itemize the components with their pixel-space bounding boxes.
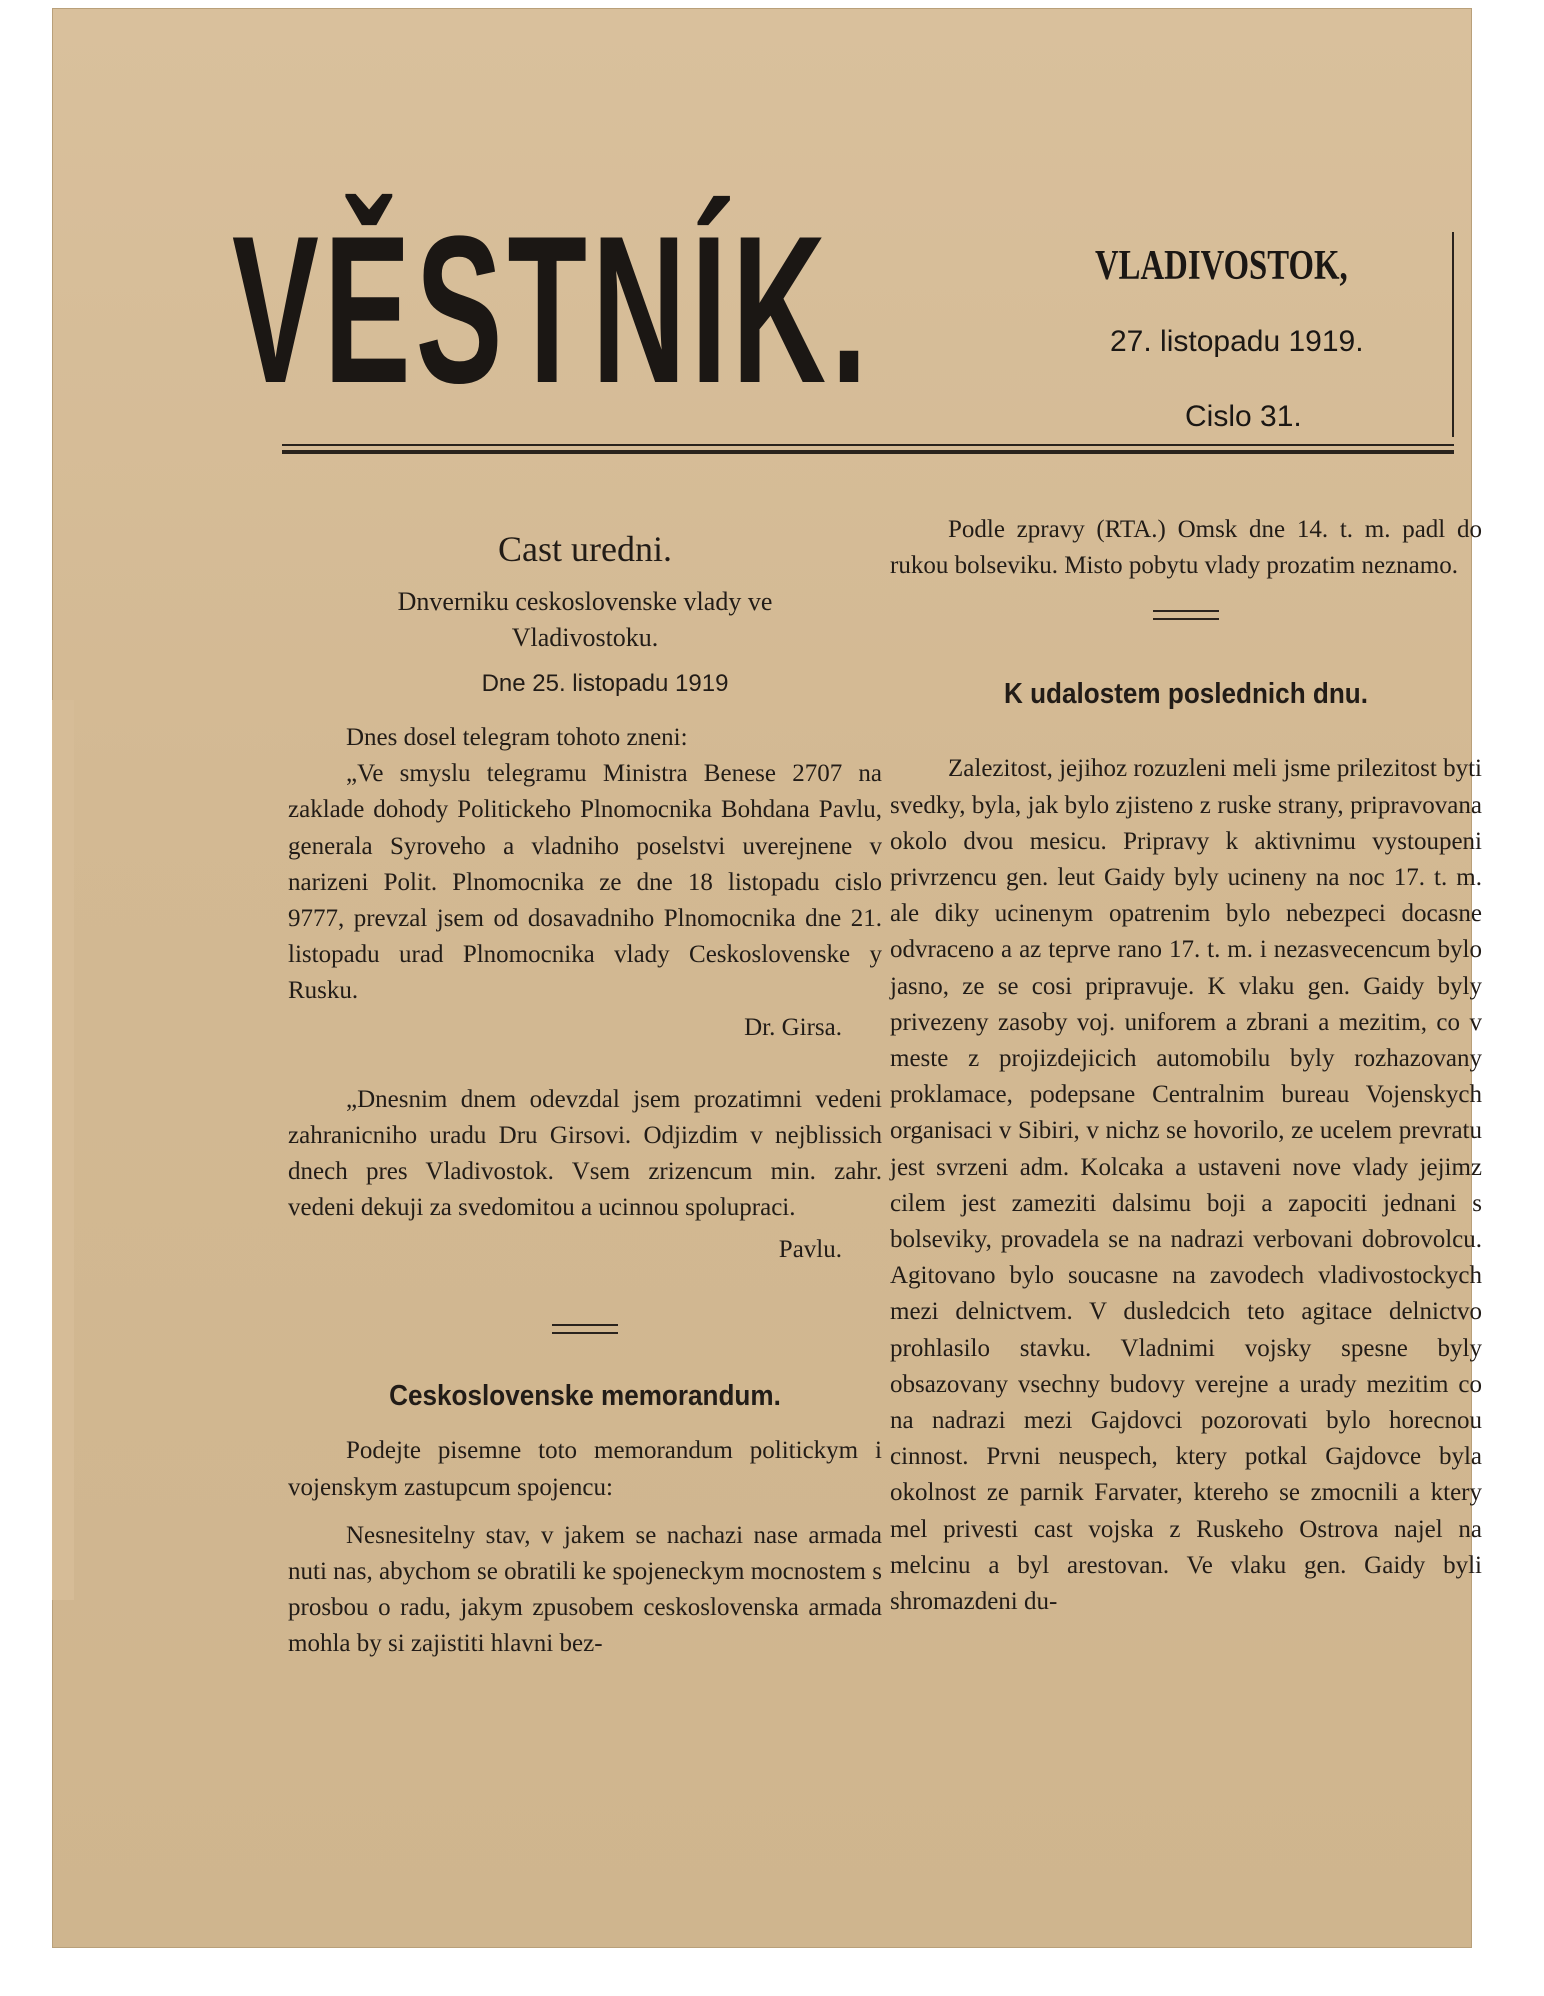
article-heading: Ceskoslovenske memorandum.: [389, 1380, 781, 1413]
telegram-paragraph: „Dnesnim dnem odevzdal jsem prozatimni vedeni zahranicniho uradu Dru Girsovi. Odjizdim v nejblissich dnech pres Vladivostok. Vsem zrizencum min. zahr. vedeni dekuji za svedomitou a ucinnou spolupraci.: [288, 1085, 882, 1222]
signature: Pavlu.: [778, 1236, 842, 1264]
telegram-paragraph: „Ve smyslu telegramu Ministra Benese 2707 na zaklade dohody Politickeho Plnomocnika Bohdana Pavlu, generala Syroveho a vladniho poselstvi uverejnene v narizeni Polit. Plnomocnika ze dne 18 listopadu cislo 9777, prevzal jsem od dosavadniho Plnomocnika dne 21. listopadu urad Plnomocnika vlady Ceskoslovenske y Rusku.: [288, 760, 882, 1005]
torn-edge: [52, 700, 74, 1600]
masthead-divider-vertical: [1452, 232, 1454, 437]
masthead-title: VĚSTNÍK.: [232, 192, 873, 427]
masthead-issue-number: Cislo 31.: [1185, 400, 1302, 433]
memo-paragraph: Nesnesitelny stav, v jakem se nachazi nase armada nuti nas, abychom se obratili ke spojeneckym mocnostem s prosbou o radu, jakym zpusobem ceskoslovenska armada mohla by si zajistiti hlavni bez-: [288, 1521, 882, 1658]
masthead-date: 27. listopadu 1919.: [1110, 325, 1364, 358]
article-paragraph: Zalezitost, jejihoz rozuzleni meli jsme prilezitost byti svedky, byla, jak bylo zjisteno z ruske strany, pripravovana okolo dvou mesicu. Pripravy k aktivnimu vystoupeni privrzencu gen. leut Gaidy byly ucineny na noc 17. t. m. ale diky ucinenym opatrenim bylo nebezpeci docasne odvraceno a az teprve rano 17. t. m. i nezasvecencum bylo jasno, ze se cosi pripravuje. K vlaku gen. Gaidy byly privezeny zasoby voj. uniforem a zbrani a mezitim, co v meste z projizdejicich automobilu byly rozhazovany proklamace, podepsane Centralnim bureau Vojenskych organisaci v Sibiri, v nichz se hovorilo, ze ucelem prevratu jest svrzeni adm. Kolcaka a ustaveni nove vlady jejimz cilem jest zameziti dalsimu boji a zapociti jednani s bolseviky, provadela se na nadrazi verbovani dobrovolcu. Agitovano bylo soucasne na zavodech vladivostockych mezi delnictvem. V dusledcich teto agitace delnictvo prohlasilo stavku. Vladnimi vojsky spesne byly obsazovany vsechny budovy verejne a urady mezitim co na nadrazi mezi Gajdovci pozorovati bylo horecnou cinnost. Prvni neuspech, ktery potkal Gajdovce byla okolnost ze parnik Farvater, ktereho se zmocnili a ktery mel privesti cast vojska z Ruskeho Ostrova najel na melcinu a byl arestovan. Ve vlaku gen. Gaidy byli shromazdeni du-: [890, 755, 1482, 1616]
addressee-line: Dnverniku ceskoslovenske vlady ve: [397, 587, 773, 616]
dateline: Dne 25. listopadu 1919: [481, 670, 729, 697]
masthead-city: VLADIVOSTOK,: [1095, 243, 1348, 289]
news-paragraph: Podle zpravy (RTA.) Omsk dne 14. t. m. padl do rukou bolseviku. Misto pobytu vlady prozatim neznamo.: [890, 516, 1482, 580]
article-heading: K udalostem poslednich dnu.: [1004, 678, 1368, 711]
section-divider: [1153, 610, 1219, 620]
intro-paragraph: Dnes dosel telegram tohoto zneni:: [346, 724, 688, 751]
memo-paragraph: Podejte pisemne toto memorandum politickym i vojenskym zastupcum spojencu:: [288, 1437, 882, 1501]
masthead-rule: [282, 444, 1454, 446]
signature: Dr. Girsa.: [744, 1013, 842, 1041]
section-divider: [552, 1324, 618, 1334]
right-column: [890, 512, 1482, 1620]
masthead-rule-thick: [282, 450, 1454, 454]
addressee-line: Vladivostoku.: [511, 623, 659, 652]
section-heading: Cast uredni.: [498, 529, 672, 569]
left-column: [288, 528, 882, 1663]
